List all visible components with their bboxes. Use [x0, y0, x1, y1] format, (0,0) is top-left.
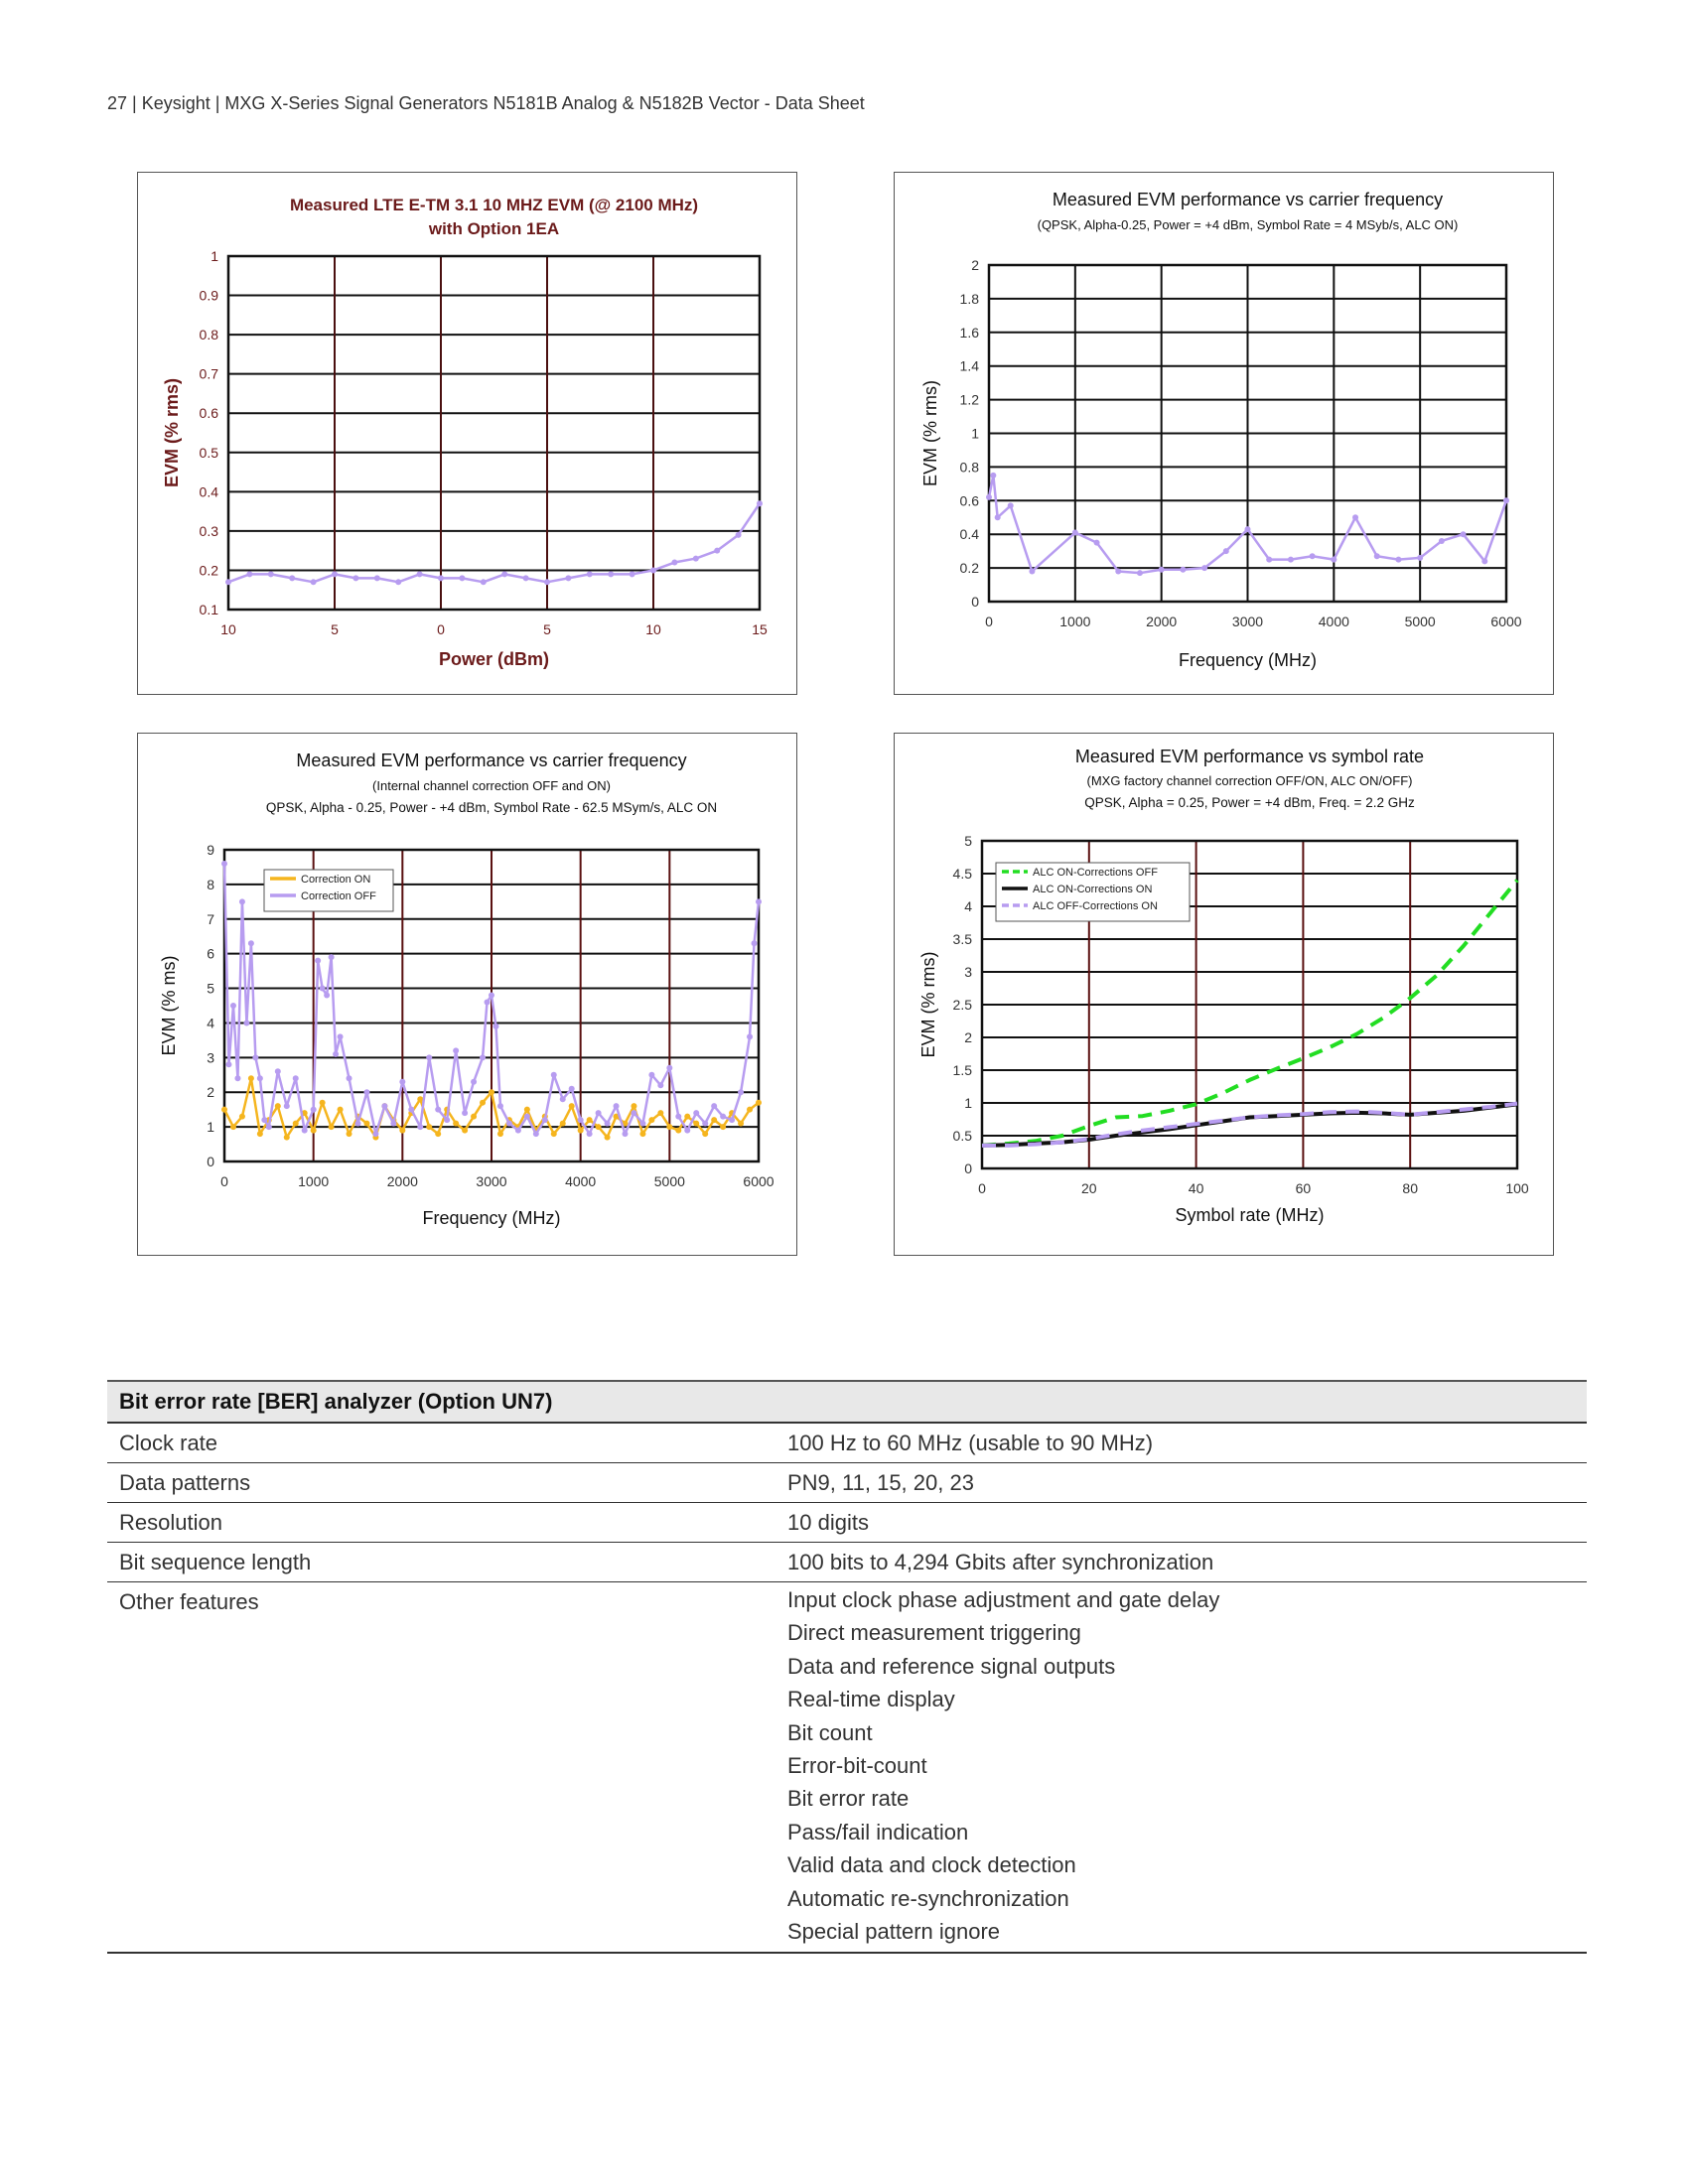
data-point — [657, 1110, 663, 1116]
data-point — [693, 556, 699, 562]
data-point — [268, 571, 274, 577]
data-point — [523, 575, 529, 581]
data-point — [257, 1131, 263, 1137]
y-tick-label: 1.4 — [959, 357, 979, 374]
y-tick-label: 1.6 — [959, 324, 979, 341]
list-item: Data and reference signal outputs — [787, 1653, 1116, 1679]
data-point — [720, 1114, 726, 1120]
x-tick-label: 0 — [985, 614, 993, 629]
data-point — [533, 1131, 539, 1137]
x-tick-label: 10 — [220, 621, 236, 637]
data-point — [578, 1128, 584, 1134]
data-point — [243, 1020, 249, 1025]
y-tick-label: 0.5 — [199, 444, 218, 461]
data-point — [390, 1121, 396, 1127]
y-tick-label: 2 — [207, 1084, 214, 1101]
data-point — [230, 1003, 236, 1009]
data-point — [311, 1128, 317, 1134]
legend-label: Correction ON — [301, 874, 371, 886]
y-tick-label: 1 — [211, 248, 218, 264]
data-point — [648, 1072, 654, 1078]
data-point — [675, 1114, 681, 1120]
data-point — [605, 1121, 611, 1127]
data-point — [284, 1135, 290, 1141]
x-tick-label: 20 — [1081, 1180, 1097, 1196]
x-tick-label: 0 — [978, 1180, 986, 1196]
y-tick-label: 1.8 — [959, 290, 979, 307]
y-tick-label: 0.9 — [199, 287, 218, 304]
x-tick-label: 2000 — [386, 1173, 418, 1189]
y-tick-label: 0.1 — [199, 602, 218, 617]
data-point — [684, 1128, 690, 1134]
data-point — [1374, 553, 1380, 559]
chart-title: Measured EVM performance vs carrier frequency — [1052, 190, 1444, 209]
table-row — [107, 1543, 1587, 1582]
data-point — [338, 1033, 344, 1039]
data-point — [311, 579, 317, 585]
data-point — [578, 1117, 584, 1123]
data-point — [569, 1086, 575, 1092]
data-point — [239, 898, 245, 904]
list-item: Pass/fail indication — [787, 1819, 969, 1844]
data-point — [261, 1117, 267, 1123]
y-tick-label: 1 — [971, 425, 979, 442]
list-item: Input clock phase adjustment and gate delay — [787, 1587, 1220, 1612]
x-tick-label: 5 — [543, 621, 551, 637]
data-point — [736, 532, 742, 538]
x-tick-label: 15 — [752, 621, 768, 637]
y-tick-label: 0 — [207, 1154, 214, 1169]
plot-frame — [228, 256, 760, 610]
chart-evm-vs-freq-correction-svg — [138, 734, 796, 1255]
data-point — [596, 1110, 602, 1116]
data-point — [363, 1121, 369, 1127]
data-point — [747, 1107, 753, 1113]
y-tick-label: 0.4 — [959, 526, 979, 543]
data-point — [631, 1110, 636, 1116]
data-point — [614, 1103, 620, 1109]
data-point — [702, 1131, 708, 1137]
chart-subtitle: (QPSK, Alpha-0.25, Power = +4 dBm, Symbol Rate = 4 MSyb/s, ALC ON) — [1037, 217, 1459, 232]
chart-subtitle-2: QPSK, Alpha - 0.25, Power - +4 dBm, Symbol Rate - 62.5 MSym/s, ALC ON — [265, 800, 718, 815]
data-point — [711, 1103, 717, 1109]
data-point — [485, 1000, 491, 1006]
data-point — [399, 1079, 405, 1085]
data-point — [453, 1047, 459, 1053]
data-point — [729, 1117, 735, 1123]
data-point — [471, 1079, 477, 1085]
data-point — [246, 571, 252, 577]
chart-title: Measured EVM performance vs carrier frequency — [296, 751, 687, 770]
data-point — [1439, 538, 1445, 544]
y-tick-label: 0.4 — [199, 483, 218, 500]
data-point — [671, 560, 677, 566]
data-point — [225, 579, 231, 585]
data-point — [408, 1107, 414, 1113]
y-tick-label: 0.2 — [959, 560, 979, 577]
x-axis-label: Frequency (MHz) — [1178, 650, 1318, 670]
data-point — [986, 494, 992, 500]
data-point — [639, 1131, 645, 1137]
data-point — [1094, 540, 1100, 546]
x-tick-label: 0 — [220, 1173, 228, 1189]
data-point — [648, 1117, 654, 1123]
data-point — [542, 1117, 548, 1123]
y-tick-label: 4 — [964, 898, 972, 914]
data-point — [560, 1096, 566, 1102]
y-tick-label: 5 — [964, 833, 972, 849]
x-tick-label: 0 — [437, 621, 445, 637]
data-point — [355, 1121, 361, 1127]
data-point — [399, 1128, 405, 1134]
data-point — [239, 1114, 245, 1120]
y-tick-label: 2.5 — [952, 997, 972, 1013]
data-point — [284, 1103, 290, 1109]
list-item: Error-bit-count — [787, 1753, 927, 1779]
data-point — [471, 1114, 477, 1120]
data-point — [293, 1075, 299, 1081]
data-point — [462, 1128, 468, 1134]
y-tick-label: 4 — [207, 1015, 214, 1031]
row-value: 100 Hz to 60 MHz (usable to 90 MHz) — [787, 1431, 1154, 1455]
y-tick-label: 0.8 — [959, 459, 979, 476]
data-point — [596, 1124, 602, 1130]
row-label: Bit sequence length — [119, 1550, 312, 1574]
data-point — [230, 1124, 236, 1130]
data-point — [324, 993, 330, 999]
y-tick-label: 0 — [964, 1160, 972, 1176]
data-point — [248, 940, 254, 946]
data-point — [438, 575, 444, 581]
data-point — [995, 514, 1001, 520]
data-point — [666, 1124, 672, 1130]
y-tick-label: 2 — [964, 1029, 972, 1045]
row-label: Clock rate — [119, 1431, 218, 1455]
data-point — [444, 1117, 450, 1123]
data-point — [381, 1103, 387, 1109]
list-item: Real-time display — [787, 1687, 955, 1712]
x-tick-label: 10 — [645, 621, 661, 637]
ber-analyzer-table — [107, 1380, 1587, 1954]
list-item: Special pattern ignore — [787, 1919, 1001, 1945]
data-point — [417, 1124, 423, 1130]
chart-evm-vs-symbol-rate-svg — [895, 734, 1553, 1255]
y-tick-label: 5 — [207, 980, 214, 997]
data-point — [623, 1131, 629, 1137]
data-point — [631, 1103, 636, 1109]
data-point — [650, 567, 656, 573]
data-point — [332, 571, 338, 577]
data-point — [248, 1075, 254, 1081]
y-tick-label: 3.5 — [952, 931, 972, 947]
x-axis-label: Symbol rate (MHz) — [1175, 1205, 1325, 1225]
data-point — [320, 986, 326, 992]
chart-title: Measured EVM performance vs symbol rate — [1074, 747, 1425, 766]
data-point — [372, 1131, 378, 1137]
y-axis-label: EVM (% rms) — [918, 951, 938, 1058]
data-point — [1008, 502, 1014, 508]
y-tick-label: 0 — [971, 594, 979, 610]
data-point — [234, 1075, 240, 1081]
data-point — [551, 1131, 557, 1137]
x-tick-label: 6000 — [743, 1173, 774, 1189]
y-tick-label: 1 — [964, 1095, 972, 1111]
data-point — [363, 1089, 369, 1095]
x-tick-label: 60 — [1295, 1180, 1312, 1196]
y-tick-label: 2 — [971, 257, 979, 273]
data-point — [489, 1089, 494, 1095]
data-point — [587, 1117, 593, 1123]
chart-evm-vs-freq-svg — [895, 173, 1553, 694]
ber-table-heading: Bit error rate [BER] analyzer (Option UN7) — [107, 1380, 1587, 1424]
data-point — [257, 1075, 263, 1081]
data-point — [630, 571, 635, 577]
data-point — [605, 1135, 611, 1141]
x-tick-label: 80 — [1402, 1180, 1418, 1196]
data-point — [289, 575, 295, 581]
data-point — [347, 1075, 352, 1081]
data-point — [756, 898, 762, 904]
data-point — [560, 1121, 566, 1127]
y-tick-label: 0.6 — [959, 492, 979, 509]
data-point — [435, 1107, 441, 1113]
data-point — [221, 1107, 227, 1113]
chart-subtitle: (Internal channel correction OFF and ON) — [372, 778, 611, 793]
data-point — [462, 1110, 468, 1116]
data-point — [395, 579, 401, 585]
table-row — [107, 1503, 1587, 1543]
y-tick-label: 8 — [207, 876, 214, 892]
y-tick-label: 3 — [207, 1049, 214, 1066]
data-point — [551, 1072, 557, 1078]
chart-subtitle: with Option 1EA — [428, 219, 560, 238]
x-tick-label: 100 — [1505, 1180, 1529, 1196]
row-value: 100 bits to 4,294 Gbits after synchronization — [787, 1550, 1214, 1574]
y-tick-label: 0.5 — [952, 1128, 972, 1144]
data-point — [497, 1131, 503, 1137]
row-label: Resolution — [119, 1510, 222, 1535]
data-point — [1331, 557, 1336, 563]
data-point — [666, 1065, 672, 1071]
data-point — [347, 1131, 352, 1137]
data-point — [1310, 553, 1316, 559]
data-point — [757, 500, 763, 506]
data-point — [1201, 565, 1207, 571]
data-point — [990, 473, 996, 478]
y-tick-label: 1.5 — [952, 1062, 972, 1078]
data-point — [569, 1103, 575, 1109]
legend-label: ALC OFF-Corrections ON — [1033, 900, 1158, 912]
series-line-2 — [982, 1104, 1517, 1146]
data-point — [497, 1103, 503, 1109]
data-point — [1503, 497, 1509, 503]
data-point — [702, 1121, 708, 1127]
data-point — [657, 1082, 663, 1088]
data-point — [315, 958, 321, 964]
data-point — [738, 1121, 744, 1127]
data-point — [435, 1131, 441, 1137]
x-tick-label: 4000 — [1318, 614, 1349, 629]
y-tick-label: 0.6 — [199, 405, 218, 422]
data-point — [329, 954, 335, 960]
data-point — [333, 1051, 339, 1057]
y-tick-label: 3 — [964, 964, 972, 980]
row-value: PN9, 11, 15, 20, 23 — [787, 1470, 974, 1495]
data-point — [1461, 531, 1467, 537]
y-tick-label: 1.2 — [959, 391, 979, 408]
y-tick-label: 0.8 — [199, 327, 218, 343]
chart-evm-vs-symbol-rate — [894, 733, 1554, 1256]
data-point — [524, 1114, 530, 1120]
chart-lte-evm — [137, 172, 797, 695]
data-point — [266, 1124, 272, 1130]
legend-label: Correction OFF — [301, 890, 376, 902]
row-label: Other features — [119, 1589, 259, 1614]
y-axis-label: EVM (% ms) — [159, 955, 179, 1056]
data-point — [352, 575, 358, 581]
list-item: Bit error rate — [787, 1786, 910, 1812]
data-point — [711, 1117, 717, 1123]
chart-evm-vs-freq — [894, 172, 1554, 695]
y-tick-label: 7 — [207, 910, 214, 927]
data-point — [756, 1100, 762, 1106]
data-point — [587, 1131, 593, 1137]
data-point — [426, 1054, 432, 1060]
legend-label: ALC ON-Corrections ON — [1033, 884, 1153, 895]
data-point — [684, 1114, 690, 1120]
data-point — [459, 575, 465, 581]
list-item: Direct measurement triggering — [787, 1620, 1081, 1646]
data-point — [320, 1100, 326, 1106]
x-tick-label: 5 — [331, 621, 339, 637]
y-tick-label: 0.3 — [199, 522, 218, 539]
data-point — [252, 1054, 258, 1060]
data-point — [752, 940, 758, 946]
data-point — [1352, 514, 1358, 520]
data-point — [501, 571, 507, 577]
data-point — [481, 579, 487, 585]
x-tick-label: 1000 — [298, 1173, 330, 1189]
data-point — [492, 1024, 498, 1029]
chart-subtitle-2: QPSK, Alpha = 0.25, Power = +4 dBm, Freq. = 2.2 GHz — [1084, 795, 1415, 810]
data-point — [329, 1124, 335, 1130]
data-point — [1288, 557, 1294, 563]
x-tick-label: 5000 — [653, 1173, 685, 1189]
data-point — [747, 1033, 753, 1039]
data-point — [1029, 568, 1035, 574]
data-point — [1072, 530, 1078, 536]
data-point — [675, 1128, 681, 1134]
data-point — [714, 548, 720, 554]
data-point — [515, 1128, 521, 1134]
data-point — [1395, 557, 1401, 563]
y-tick-label: 1 — [207, 1119, 214, 1136]
y-tick-label: 6 — [207, 945, 214, 962]
x-tick-label: 5000 — [1404, 614, 1436, 629]
chart-lte-evm-svg — [138, 173, 796, 694]
table-row — [107, 1463, 1587, 1503]
page-header: 27 | Keysight | MXG X-Series Signal Generators N5181B Analog & N5182B Vector - Data Sheet — [107, 93, 865, 113]
data-point — [302, 1128, 308, 1134]
chart-evm-vs-freq-correction — [137, 733, 797, 1256]
data-point — [1245, 526, 1251, 532]
y-tick-label: 0.2 — [199, 562, 218, 579]
y-tick-label: 9 — [207, 842, 214, 858]
data-point — [693, 1110, 699, 1116]
data-point — [275, 1068, 281, 1074]
data-point — [489, 993, 494, 999]
data-point — [1115, 568, 1121, 574]
data-point — [480, 1054, 486, 1060]
chart-title: Measured LTE E-TM 3.1 10 MHZ EVM (@ 2100 MHz) — [289, 196, 699, 214]
legend-label: ALC ON-Corrections OFF — [1033, 867, 1158, 879]
data-point — [524, 1107, 530, 1113]
data-point — [417, 571, 423, 577]
table-row-other-features — [107, 1582, 1587, 1954]
x-tick-label: 40 — [1188, 1180, 1204, 1196]
data-point — [1159, 567, 1165, 573]
data-point — [1137, 570, 1143, 576]
data-point — [338, 1107, 344, 1113]
data-point — [225, 1061, 231, 1067]
row-label: Data patterns — [119, 1470, 251, 1495]
table-row — [107, 1424, 1587, 1463]
x-tick-label: 3000 — [476, 1173, 507, 1189]
data-point — [221, 861, 227, 867]
data-point — [1180, 567, 1186, 573]
data-point — [608, 571, 614, 577]
x-axis-label: Power (dBm) — [438, 649, 550, 669]
data-point — [1223, 548, 1229, 554]
data-point — [506, 1121, 512, 1127]
data-point — [1266, 557, 1272, 563]
list-item: Bit count — [787, 1719, 873, 1745]
data-point — [1417, 555, 1423, 561]
data-point — [453, 1121, 459, 1127]
x-tick-label: 3000 — [1231, 614, 1264, 629]
data-point — [293, 1121, 299, 1127]
data-point — [374, 575, 380, 581]
data-point — [565, 575, 571, 581]
x-axis-label: Frequency (MHz) — [422, 1208, 561, 1228]
x-tick-label: 6000 — [1490, 614, 1522, 629]
data-point — [275, 1103, 281, 1109]
x-tick-label: 2000 — [1146, 614, 1178, 629]
data-point — [639, 1121, 645, 1127]
data-point — [480, 1100, 486, 1106]
x-tick-label: 1000 — [1059, 614, 1091, 629]
data-point — [311, 1107, 317, 1113]
data-point — [1481, 558, 1487, 564]
y-axis-label: EVM (% rms) — [162, 377, 182, 488]
row-value: 10 digits — [787, 1510, 869, 1535]
data-point — [693, 1121, 699, 1127]
list-item: Automatic re-synchronization — [787, 1885, 1069, 1911]
data-point — [720, 1124, 726, 1130]
y-tick-label: 4.5 — [952, 866, 972, 882]
data-point — [587, 571, 593, 577]
list-item: Valid data and clock detection — [787, 1852, 1076, 1878]
data-point — [426, 1124, 432, 1130]
x-tick-label: 4000 — [565, 1173, 597, 1189]
y-tick-label: 0.7 — [199, 365, 218, 382]
data-point — [738, 1089, 744, 1095]
data-point — [544, 579, 550, 585]
other-features-list — [787, 1582, 1587, 1952]
y-axis-label: EVM (% rms) — [920, 380, 940, 486]
chart-subtitle: (MXG factory channel correction OFF/ON, ALC ON/OFF) — [1086, 773, 1413, 788]
